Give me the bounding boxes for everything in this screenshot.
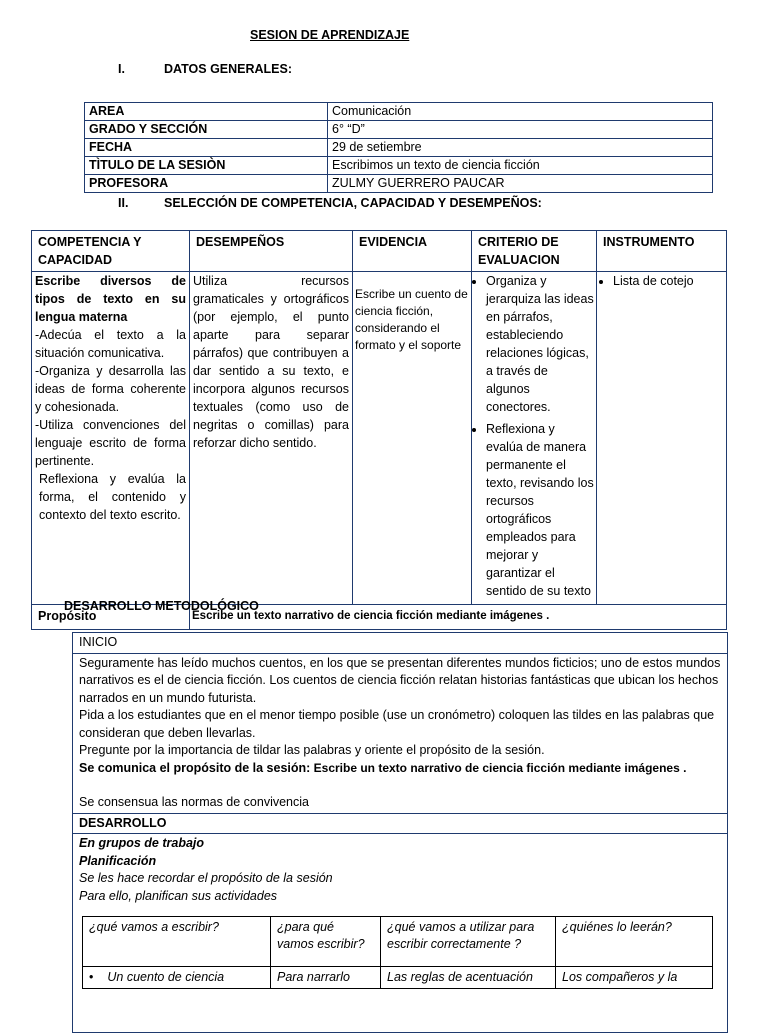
table-row (83, 967, 713, 989)
capacidad-item: Reflexiona y evalúa la forma, el contenido y contexto del texto escrito. (39, 472, 186, 522)
paragraph: Se consensua las normas de convivencia (79, 795, 309, 809)
paragraph: Pida a los estudiantes que en el menor tiempo posible (use un cronómetro) coloquen las tildes en las palabras que consideran que deben llevarlas. (79, 708, 715, 740)
section-label: SELECCIÓN DE COMPETENCIA, CAPACIDAD Y DESEMPEÑOS: (164, 196, 542, 210)
paragraph: En grupos de trabajo (79, 836, 205, 850)
competencias-table (31, 230, 727, 630)
table-row (85, 157, 713, 175)
list-item: • Organiza y jerarquiza las ideas en párrafos, estableciendo relaciones lógicas, a través de algunos conectores. (486, 272, 594, 416)
criterio-list (474, 272, 594, 600)
page-title: SESION DE APRENDIZAJE (250, 28, 410, 42)
field-value: 29 de setiembre (328, 139, 713, 157)
table-row (85, 139, 713, 157)
instrumento-cell (597, 272, 727, 605)
table-row (85, 121, 713, 139)
table-cell: Las reglas de acentuación (381, 967, 556, 989)
table-row (73, 633, 728, 654)
table-cell: Los compañeros y la (556, 967, 713, 989)
section-heading-desarrollo: DESARROLLO METODOLÓGICO (64, 599, 259, 613)
paragraph: Planificación (79, 853, 157, 868)
competencia-text: Escribe diversos de tipos de texto en su lengua materna (35, 274, 186, 324)
proposito-statement: Escribe un texto narrativo de ciencia ficción mediante imágenes . (310, 760, 687, 775)
table-row (85, 103, 713, 121)
field-label: PROFESORA (85, 175, 328, 193)
column-header: INSTRUMENTO (597, 231, 727, 272)
column-header: EVIDENCIA (353, 231, 472, 272)
field-value: Escribimos un texto de ciencia ficción (328, 157, 713, 175)
proposito-intro: Se comunica el propósito de la sesión: (79, 760, 311, 775)
proposito-text: Escribe un texto narrativo de ciencia ficción mediante imágenes . (190, 605, 727, 630)
planificacion-table (82, 916, 713, 989)
column-header: ¿quiénes lo leerán? (556, 917, 713, 967)
field-label: TÌTULO DE LA SESIÒN (85, 157, 328, 175)
table-row (32, 272, 727, 605)
table-row (85, 175, 713, 193)
column-header: ¿qué vamos a utilizar para escribir correctamente ? (381, 917, 556, 967)
field-value: ZULMY GUERRERO PAUCAR (328, 175, 713, 193)
section-heading-competencia (118, 196, 542, 210)
paragraph (79, 760, 721, 778)
column-header: ¿qué vamos a escribir? (83, 917, 271, 967)
competencia-cell (32, 272, 190, 605)
desempeno-cell: Utiliza recursos gramaticales y ortográficos (por ejemplo, el punto aparte para separar párrafos) que contribuyen a dar sentido a su texto, e incorpora algunos recursos textuales (como uso de negritas o comillas) para reforzar dicho sentido. (190, 272, 353, 605)
column-header: CRITERIO DE EVALUACION (472, 231, 597, 272)
section-label: DATOS GENERALES: (164, 62, 293, 76)
capacidad-item: -Utiliza convenciones del lenguaje escrito de forma pertinente. (35, 418, 186, 468)
criterio-cell (472, 272, 597, 605)
column-header: ¿para qué vamos escribir? (271, 917, 381, 967)
datos-generales-table (84, 102, 713, 193)
column-header: DESEMPEÑOS (190, 231, 353, 272)
inicio-header: INICIO (73, 633, 728, 654)
field-label: GRADO Y SECCIÓN (85, 121, 328, 139)
list-item: • Reflexiona y evalúa de manera permanente el texto, revisando los recursos ortográficos empleados para mejorar y garantizar el sentido de su texto (486, 420, 594, 600)
table-header-row (83, 917, 713, 967)
table-header-row (32, 231, 727, 272)
section-number: I. (118, 62, 125, 76)
section-number: II. (118, 196, 129, 210)
list-item: • Lista de cotejo (613, 272, 722, 290)
column-header: COMPETENCIA Y CAPACIDAD (32, 231, 190, 272)
table-row (73, 813, 728, 834)
table-row (73, 653, 728, 813)
section-heading-datos (118, 62, 292, 76)
capacidad-item: -Adecúa el texto a la situación comunicativa. (35, 328, 186, 360)
instrumento-list (601, 272, 722, 290)
field-label: AREA (85, 103, 328, 121)
proposito-label: Propósito (32, 605, 190, 630)
table-cell: Para narrarlo (271, 967, 381, 989)
paragraph: Para ello, planifican sus actividades (79, 888, 278, 903)
inicio-body (73, 653, 728, 813)
field-value: 6° “D” (328, 121, 713, 139)
paragraph: Seguramente has leído muchos cuentos, en los que se presentan diferentes mundos ficticios; uno de estos mundos narrativos es el de ciencia ficción. Los cuentos de ciencia ficción relatan historias fantásticas que ubican los hechos narrados en un mundo futurista. (79, 655, 721, 705)
capacidad-item: -Organiza y desarrolla las ideas de forma coherente y cohesionada. (35, 364, 186, 414)
evidencia-text: Escribe un cuento de ciencia ficción, considerando el formato y el soporte (355, 287, 468, 352)
desarrollo-header: DESARROLLO (73, 813, 728, 834)
spacer (79, 777, 721, 794)
field-value: Comunicación (328, 103, 713, 121)
paragraph: Pregunte por la importancia de tildar las palabras y oriente el propósito de la sesión. (79, 743, 545, 757)
cell-text: Un cuento de ciencia (107, 970, 225, 984)
bullet-icon: • (89, 970, 94, 984)
paragraph: Se les hace recordar el propósito de la sesión (79, 871, 333, 885)
table-cell (83, 967, 271, 989)
evidencia-cell (353, 272, 472, 605)
field-label: FECHA (85, 139, 328, 157)
